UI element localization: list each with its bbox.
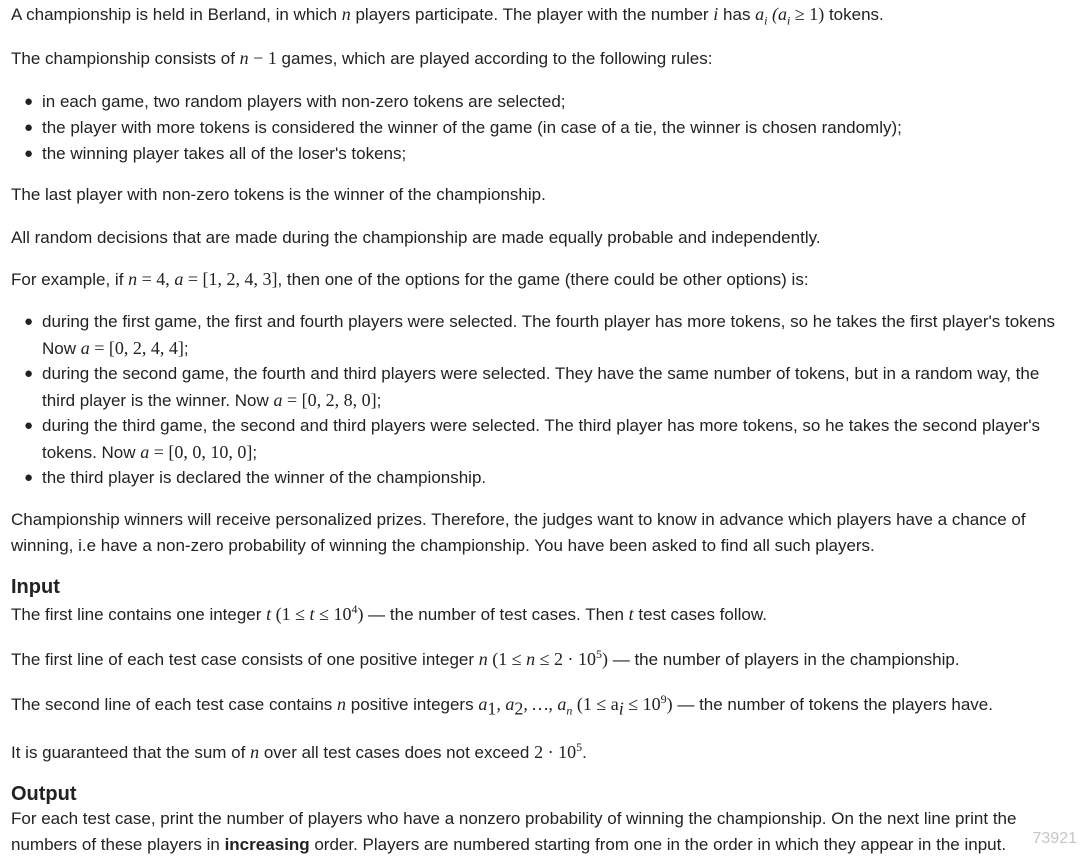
math-n: n <box>341 4 351 24</box>
rule-item <box>24 115 902 141</box>
math-sequence: $a_1$, $a_2$, …, $a_n$ <box>478 694 573 719</box>
step-item <box>24 413 1040 466</box>
rule-text: the player with more tokens is considered the winner of the game (in case of a tie, the winner is chosen randomly); <box>42 118 902 137</box>
bullet-icon: ● <box>24 119 34 136</box>
rule-item <box>24 141 407 167</box>
step-item <box>24 309 1056 362</box>
math-range: $(1 \le n \le 2 \cdot 10^5)$ <box>487 647 608 669</box>
watermark: 73921 <box>1032 830 1077 847</box>
math-value: = 4, <box>137 269 175 289</box>
text: The championship consists of <box>11 49 240 68</box>
rule-item <box>24 89 566 115</box>
math-t: t <box>628 604 634 624</box>
step-item <box>24 465 487 491</box>
example-paragraph <box>11 266 809 293</box>
input-heading: Input <box>11 576 60 598</box>
last-player-paragraph: The last player with non-zero tokens is the winner of the championship. <box>11 185 546 204</box>
output-heading: Output <box>11 783 77 805</box>
input-line-3: The second line of each test case contains n positive integers $a_1$, $a_2$, …, $a_n$ $(1 \le a_i \le 10^9)$ — the number of tokens the players have. <box>11 692 993 719</box>
math-value: = [0, 0, 10, 0] <box>149 442 253 462</box>
math-a: a <box>80 338 90 358</box>
rule-text: the winning player takes all of the loser's tokens; <box>42 144 407 163</box>
text: ; <box>252 443 258 462</box>
math-n: n <box>250 742 260 762</box>
input-line-1: The first line contains one integer t $(1 \le t \le 10^4)$ — the number of test cases. Then t test cases follow. <box>11 602 767 624</box>
math-range: $(1 \le a_i \le 10^9)$ <box>572 692 673 719</box>
math-value: = [0, 2, 4, 4] <box>89 338 184 358</box>
step-text: the third player is declared the winner of the championship. <box>42 468 487 487</box>
bullet-icon: ● <box>24 313 34 330</box>
math-n: n <box>337 694 347 714</box>
step-text: during the second game, the fourth and third players were selected. They have the same number of tokens, but in a random way, the <box>42 364 1040 383</box>
math-ai: $a_i$ <box>755 4 768 28</box>
winners-paragraph: Championship winners will receive personalized prizes. Therefore, the judges want to know in advance which players have a chance of winning, i.e have a non-zero probability of winning the championship. You have been asked to find all such players. <box>11 510 1026 555</box>
bold-text: increasing <box>224 835 310 854</box>
math-ai-condition: $(a_i \ge 1)$ <box>767 4 825 28</box>
text: tokens. <box>824 5 884 24</box>
step-item <box>24 361 1040 414</box>
output-paragraph: For each test case, print the number of players who have a nonzero probability of winning the championship. On the next line print the numbers of these players in increasing order. Players are numbered starting from one in the order in which they appear in the input. <box>11 809 1017 854</box>
input-line-4: It is guaranteed that the sum of n over all test cases does not exceed $2 \cdot 10^5$. <box>11 740 587 762</box>
games-paragraph <box>11 45 712 72</box>
bullet-icon: ● <box>24 469 34 486</box>
math-t: t <box>266 604 272 624</box>
text: has <box>718 5 756 24</box>
text: players participate. The player with the number <box>350 5 714 24</box>
text: For example, if <box>11 270 129 289</box>
rule-text: in each game, two random players with non-zero tokens are selected; <box>42 92 566 111</box>
bullet-icon: ● <box>24 417 34 434</box>
step-text: during the first game, the first and fourth players were selected. The fourth player has more tokens, so he takes the first player's tokens <box>42 312 1056 331</box>
step-text: during the third game, the second and third players were selected. The third player has more tokens, so he takes the second player's <box>42 416 1040 435</box>
bullet-icon: ● <box>24 145 34 162</box>
math-value: = [0, 2, 8, 0] <box>282 390 377 410</box>
math-i: i <box>713 4 719 24</box>
math-expr: − 1 <box>248 48 277 68</box>
text: games, which are played according to the following rules: <box>276 49 713 68</box>
math-n: n <box>239 48 249 68</box>
input-line-2: The first line of each test case consists of one positive integer n $(1 \le n \le 2 \cdot 10^5)$ — the number of players in the championship. <box>11 647 960 669</box>
math-range: $(1 \le t \le 10^4)$ <box>271 602 364 624</box>
text: Now <box>42 339 81 358</box>
math-n: n <box>478 649 488 669</box>
text: , then one of the options for the game (there could be other options) is: <box>277 270 809 289</box>
text: ; <box>183 339 189 358</box>
bullet-icon: ● <box>24 93 34 110</box>
math-a: a <box>140 442 150 462</box>
text: A championship is held in Berland, in which <box>11 5 342 24</box>
intro-paragraph <box>11 1 884 28</box>
math-value: = [1, 2, 4, 3] <box>183 269 278 289</box>
math-value: $2 \cdot 10^5$ <box>534 740 583 762</box>
text: tokens. Now <box>42 443 141 462</box>
text: third player is the winner. Now <box>42 391 274 410</box>
math-a: a <box>174 269 184 289</box>
math-a: a <box>273 390 283 410</box>
math-n: n <box>128 269 138 289</box>
random-paragraph: All random decisions that are made during the championship are made equally probable and independently. <box>11 228 821 247</box>
text: ; <box>376 391 382 410</box>
bullet-icon: ● <box>24 365 34 382</box>
